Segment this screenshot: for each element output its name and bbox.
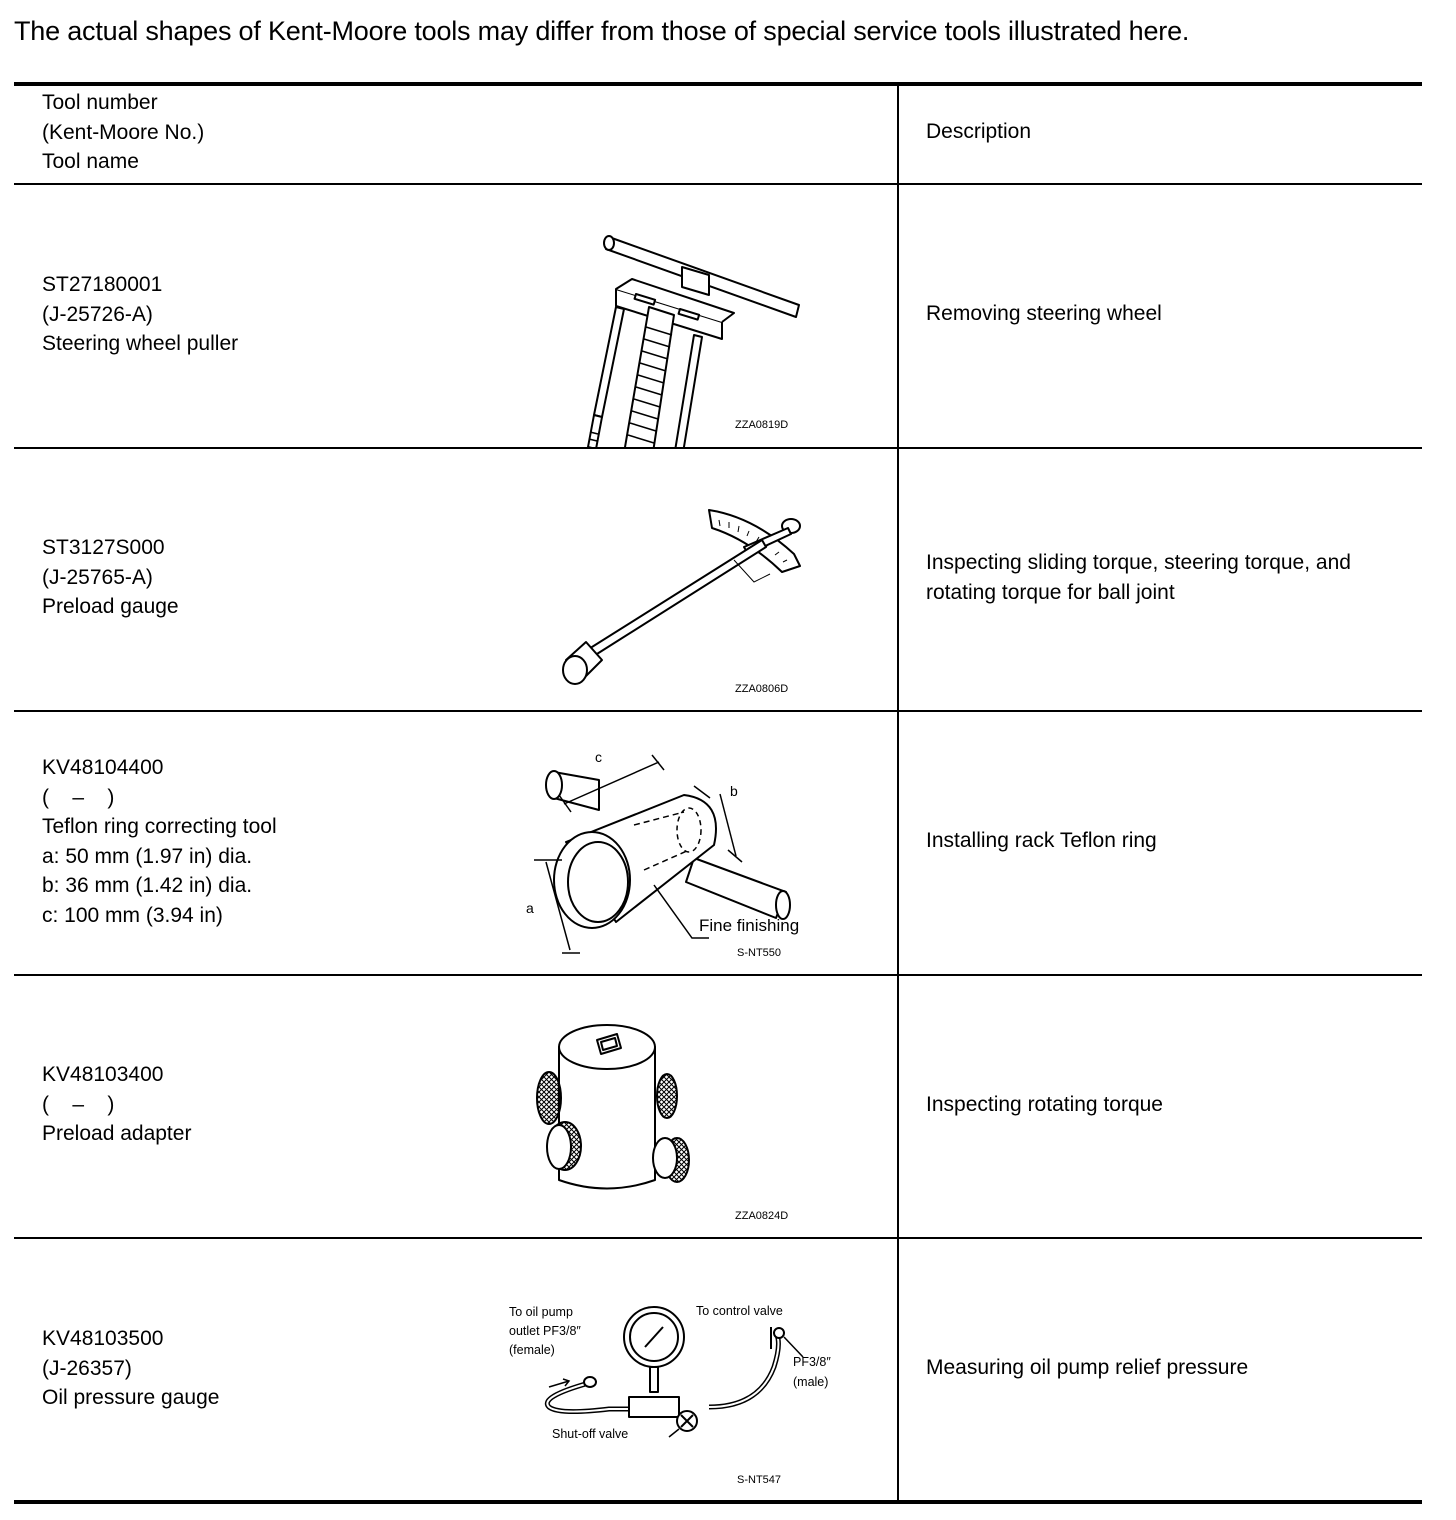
fine-finishing-label: Fine finishing bbox=[699, 916, 800, 935]
table-top-rule bbox=[14, 82, 1422, 86]
row-teflon-ring-description: Installing rack Teflon ring bbox=[926, 829, 1157, 852]
row-3-rule bbox=[14, 974, 1422, 976]
row-teflon-ring-tool: KV48104400 ( – ) Teflon ring correcting tool a: 50 mm (1.97 in) dia. b: 36 mm (1.42 in) dia. c: 100 mm (3.94 in) bbox=[42, 756, 277, 927]
row-steering-wheel-puller-tool: ST27180001 (J-25726-A) Steering wheel puller bbox=[42, 273, 239, 355]
male-fitting-label: PF3/8″ (male) bbox=[793, 1355, 831, 1389]
row-oil-pressure-gauge-description: Measuring oil pump relief pressure bbox=[926, 1356, 1249, 1379]
row-oil-pressure-gauge-tool: KV48103500 (J-26357) Oil pressure gauge bbox=[42, 1327, 220, 1409]
dimension-b-label: b bbox=[730, 783, 738, 799]
row-preload-gauge-description: Inspecting sliding torque, steering torque, and rotating torque for ball joint bbox=[926, 551, 1351, 604]
shut-off-valve-label: Shut-off valve bbox=[552, 1427, 629, 1441]
preload-gauge-illustration bbox=[544, 492, 814, 687]
header-description-column: Description bbox=[926, 120, 1032, 143]
row-4-rule bbox=[14, 1237, 1422, 1239]
row-preload-adapter-tool: KV48103400 ( – ) Preload adapter bbox=[42, 1063, 192, 1145]
figure-code-s-nt547: S-NT547 bbox=[737, 1474, 782, 1486]
preload-adapter-illustration bbox=[519, 1012, 719, 1212]
row-preload-gauge-tool: ST3127S000 (J-25765-A) Preload gauge bbox=[42, 536, 179, 618]
figure-code-zza0806d: ZZA0806D bbox=[735, 683, 789, 695]
header-tool-column: Tool number (Kent-Moore No.) Tool name bbox=[42, 91, 205, 173]
tool-shape-note: The actual shapes of Kent-Moore tools may differ from those of special service tools illustrated here. bbox=[14, 16, 1190, 46]
column-divider bbox=[897, 86, 899, 1500]
row-preload-adapter-description: Inspecting rotating torque bbox=[926, 1093, 1163, 1116]
steering-wheel-puller-illustration bbox=[554, 227, 824, 447]
row-steering-wheel-puller-description: Removing steering wheel bbox=[926, 302, 1162, 325]
table-bottom-rule bbox=[14, 1500, 1422, 1504]
header-rule bbox=[14, 183, 1422, 185]
special-service-tools-table bbox=[14, 82, 1422, 1504]
oil-pump-outlet-label: To oil pump outlet PF3/8″ (female) bbox=[509, 1305, 581, 1357]
row-1-rule bbox=[14, 447, 1422, 449]
figure-code-zza0824d: ZZA0824D bbox=[735, 1210, 789, 1222]
control-valve-label: To control valve bbox=[696, 1304, 783, 1318]
row-2-rule bbox=[14, 710, 1422, 712]
dimension-c-label: c bbox=[595, 749, 602, 765]
figure-code-zza0819d: ZZA0819D bbox=[735, 419, 789, 431]
dimension-a-label: a bbox=[526, 900, 534, 916]
figure-code-s-nt550: S-NT550 bbox=[737, 947, 782, 959]
